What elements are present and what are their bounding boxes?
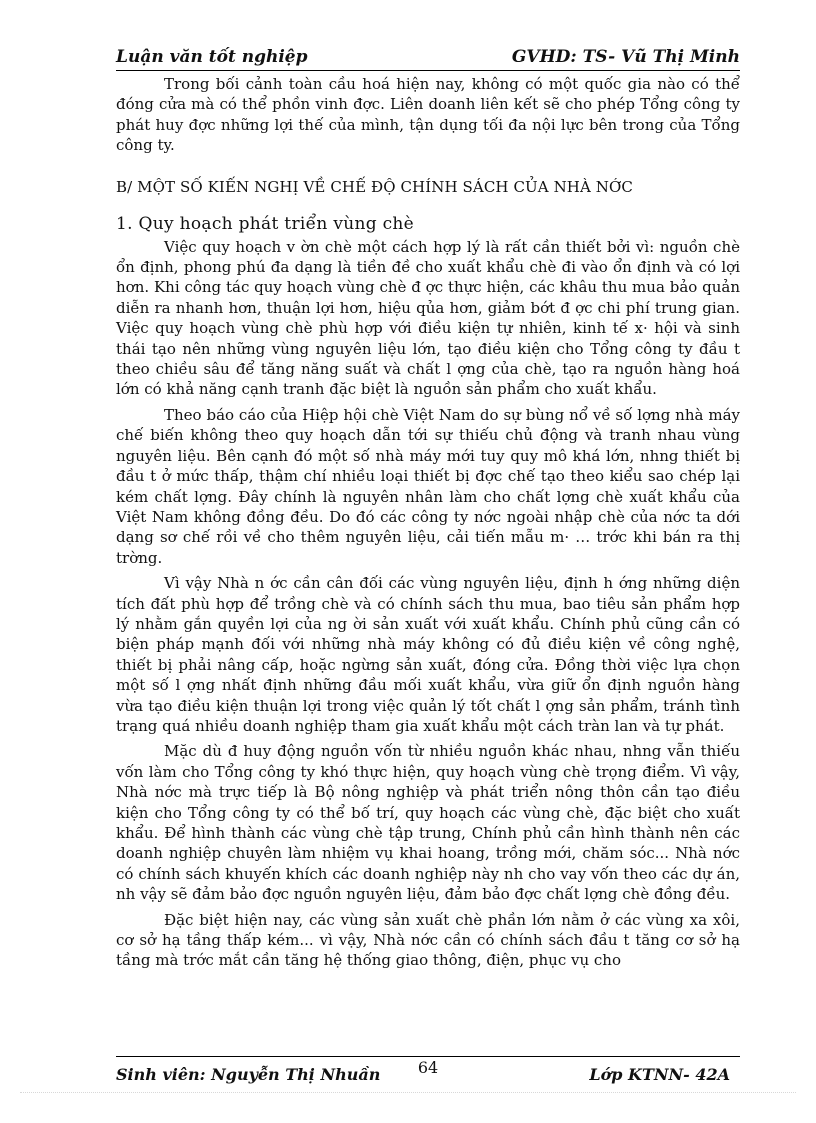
document-body [116,74,740,971]
section-heading: B/ MỘT SỐ KIẾN NGHỊ VỀ CHẾ ĐỘ CHÍNH SÁCH CỦA NHÀ NỚC [116,177,633,196]
page-header [116,46,740,70]
body-paragraph: Mặc dù đ huy động nguồn vốn từ nhiều nguồn khác nhau, nhng vẫn thiếu vốn làm cho Tổng công ty khó thực hiện, quy hoạch vùng chè trọng điểm. Vì vậy, Nhà nớc mà trực tiếp là Bộ nông nghiệp và phát triển nông thôn cần tạo điều kiện cho Tổng công ty có thể bố trí, quy hoạch các vùng chè, đặc biệt cho xuất khẩu. Để hình thành các vùng chè tập trung, Chính phủ cần hình thành nên các doanh nghiệp chuyên làm nhiệm vụ khai hoang, trồng mới, chăm sóc... Nhà nớc có chính sách khuyến khích các doanh nghiệp này nh cho vay vốn theo các dự án, nh vậy sẽ đảm bảo đợc nguồn nguyên liệu, đảm bảo đợc chất lợng chè đồng đều. [116,742,740,904]
subsection-heading: 1. Quy hoạch phát triển vùng chè [116,213,415,234]
footer-student: Sinh viên: Nguyễn Thị Nhuần [116,1065,381,1084]
header-divider [116,70,740,71]
footer-class: Lớp KTNN- 42A [589,1065,730,1084]
page-bottom-edge [20,1092,796,1093]
footer-divider [116,1056,740,1057]
body-paragraph: Vì vậy Nhà n ớc cần cân đối các vùng nguyên liệu, định h ớng những diện tích đất phù hợp để trồng chè và có chính sách thu mua, bao tiêu sản phẩm hợp lý nhằm gắn quyền lợi của ng ời sản xuất với xuất khẩu. Chính phủ cũng cần có biện pháp mạnh đối với những nhà máy không có đủ điều kiện về công nghệ, thiết bị phải nâng cấp, hoặc ngừng sản xuất, đóng cửa. Đồng thời việc lựa chọn một số l ợng nhất định những đầu mối xuất khẩu, vừa giữ ổn định nguồn hàng vừa tạo điều kiện thuận lợi trong việc quản lý tốt chất l ợng sản phẩm, tránh tình trạng quá nhiều doanh nghiệp tham gia xuất khẩu một cách tràn lan và tự phát. [116,574,740,735]
body-paragraph: Đặc biệt hiện nay, các vùng sản xuất chè phần lớn nằm ở các vùng xa xôi, cơ sở hạ tầng thấp kém... vì vậy, Nhà nớc cần có chính sách đầu t tăng cơ sở hạ tầng mà trớc mắt cần tăng hệ thống giao thông, điện, phục vụ cho [116,910,740,970]
page-footer [116,1058,740,1084]
page-number: 64 [417,1058,439,1077]
body-paragraph: Việc quy hoạch v ờn chè một cách hợp lý là rất cần thiết bởi vì: nguồn chè ổn định, phong phú đa dạng là tiền đề cho xuất khẩu chè đi vào ổn định và có lợi hơn. Khi công tác quy hoạch vùng chè đ ợc thực hiện, các khâu thu mua bảo quản diễn ra nhanh hơn, thuận lợi hơn, hiệu qủa hơn, giảm bớt đ ợc chi phí trung gian. Việc quy hoạch vùng chè phù hợp với điều kiện tự nhiên, kinh tế x· hội và sinh thái tạo nên những vùng nguyên liệu lớn, tạo điều kiện cho Tổng công ty đầu t theo chiều sâu để tăng năng suất và chất l ợng của chè, tạo ra nguồn hàng hoá lớn có khả năng cạnh tranh đặc biệt là nguồn sản phẩm cho xuất khẩu. [116,237,740,399]
intro-paragraph: Trong bối cảnh toàn cầu hoá hiện nay, không có một quốc gia nào có thể đóng cửa mà có thể phồn vinh đợc. Liên doanh liên kết sẽ cho phép Tổng công ty phát huy đợc những lợi thế của mình, tận dụng tối đa nội lực bên trong của Tổng công ty. [116,75,740,155]
header-supervisor: GVHD: TS- Vũ Thị Minh [511,47,740,67]
body-paragraph: Theo báo cáo của Hiệp hội chè Việt Nam do sự bùng nổ về số lợng nhà máy chế biến không theo quy hoạch dẫn tới sự thiếu chủ động và tranh nhau vùng nguyên liệu. Bên cạnh đó một số nhà máy mới tuy quy mô khá lớn, nhng thiết bị đầu t ở mức thấp, thậm chí nhiều loại thiết bị đợc chế tạo theo kiểu sao chép lại kém chất lợng. Đây chính là nguyên nhân làm cho chất lợng chè xuất khẩu của Việt Nam không đồng đều. Do đó các công ty nớc ngoài nhập chè của nớc ta dới dạng sơ chế rồi về cho thêm nguyên liệu, cải tiến mẫu m· … trớc khi bán ra thị trờng. [116,405,740,567]
header-thesis-label: Luận văn tốt nghiệp [116,47,308,67]
